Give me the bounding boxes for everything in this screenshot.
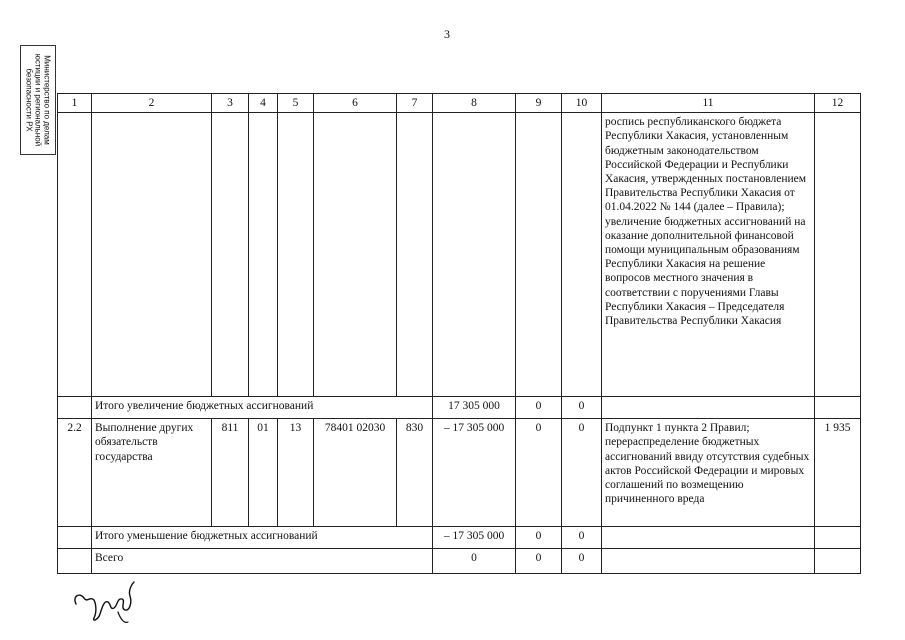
table-row xyxy=(58,419,861,527)
row-col12: 1 935 xyxy=(815,419,861,527)
total-increase-col9: 0 xyxy=(516,397,562,419)
grand-total-col9: 0 xyxy=(516,549,562,574)
total-decrease-label: Итого уменьшение бюджетных ассигнований xyxy=(92,527,433,549)
code-col3: 811 xyxy=(212,419,249,527)
total-decrease-col9: 0 xyxy=(516,527,562,549)
stamp-text xyxy=(25,47,52,153)
header-cell: 6 xyxy=(314,94,397,113)
header-cell: 8 xyxy=(433,94,516,113)
header-cell: 11 xyxy=(602,94,815,113)
budget-table xyxy=(57,93,861,574)
table-header-row xyxy=(58,94,861,113)
total-decrease-amount: – 17 305 000 xyxy=(433,527,516,549)
amount-col10: 0 xyxy=(562,419,602,527)
page-number: 3 xyxy=(444,27,450,41)
grand-total-label: Всего xyxy=(92,549,433,574)
continuation-text: роспись республиканского бюджета Республики Хакасия, установленным бюджетным законодательством Российской Федерации и Республики Хакасия, утвержденных постановлением Правительства Республики Хакасия от 01.04.2022 № 144 (далее – Правила); увеличение бюджетных ассигнований на оказание дополнительной финансовой помощи муниципальным образованиям Республики Хакасия на решение вопросов местного значения в соответствии с поручениями Главы Республики Хакасия – Председателя Правительства Республики Хакасия xyxy=(602,113,815,397)
grand-total-row xyxy=(58,549,861,574)
grand-total-col10: 0 xyxy=(562,549,602,574)
amount-col9: 0 xyxy=(516,419,562,527)
header-cell: 3 xyxy=(212,94,249,113)
total-increase-amount: 17 305 000 xyxy=(433,397,516,419)
row-basis: Подпункт 1 пункта 2 Правил; перераспределение бюджетных ассигнований ввиду отсутствия судебных актов Российской Федерации и мировых соглашений по возмещению причиненного вреда xyxy=(602,419,815,527)
total-decrease-row xyxy=(58,527,861,549)
ministry-stamp xyxy=(20,45,56,155)
total-increase-col10: 0 xyxy=(562,397,602,419)
code-col5: 13 xyxy=(278,419,314,527)
header-cell: 1 xyxy=(58,94,92,113)
total-increase-row xyxy=(58,397,861,419)
row-number: 2.2 xyxy=(58,419,92,527)
code-col4: 01 xyxy=(249,419,278,527)
header-cell: 12 xyxy=(815,94,861,113)
stamp-line: безопасности РХ xyxy=(24,68,34,132)
row-name: Выполнение других обязательств государства xyxy=(92,419,212,527)
code-col7: 830 xyxy=(397,419,433,527)
header-cell: 4 xyxy=(249,94,278,113)
header-cell: 7 xyxy=(397,94,433,113)
header-cell: 2 xyxy=(92,94,212,113)
header-cell: 9 xyxy=(516,94,562,113)
total-decrease-col10: 0 xyxy=(562,527,602,549)
handwritten-signature xyxy=(70,578,140,626)
stamp-line: Министерство по делам xyxy=(42,55,52,145)
continuation-row xyxy=(58,113,861,397)
code-col6: 78401 02030 xyxy=(314,419,397,527)
stamp-line: юстиции и региональной xyxy=(33,53,43,147)
header-cell: 10 xyxy=(562,94,602,113)
amount-col8: – 17 305 000 xyxy=(433,419,516,527)
header-cell: 5 xyxy=(278,94,314,113)
grand-total-amount: 0 xyxy=(433,549,516,574)
total-increase-label: Итого увеличение бюджетных ассигнований xyxy=(92,397,433,419)
